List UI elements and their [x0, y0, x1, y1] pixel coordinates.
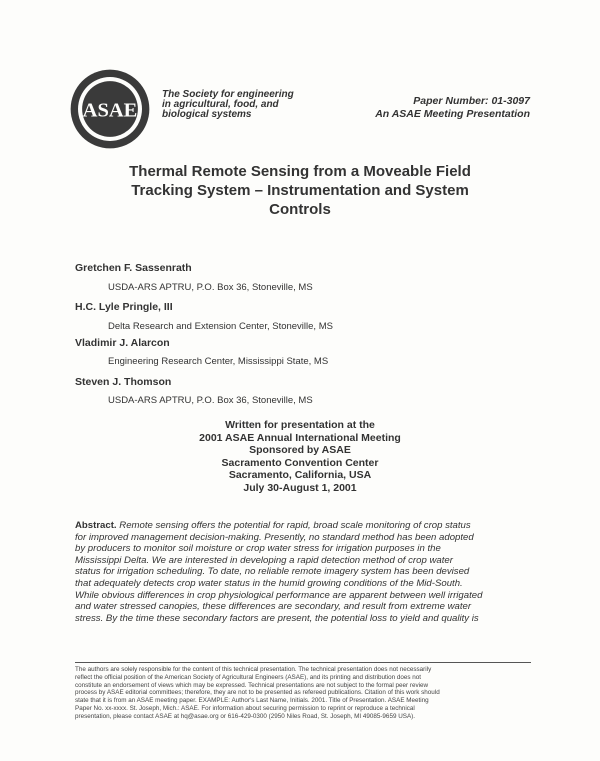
logo-text: ASAE [82, 99, 138, 122]
author-name: H.C. Lyle Pringle, III [75, 301, 173, 313]
abstract-line: and water stressed canopies, these differences are secondary, and result from extreme water [75, 601, 472, 613]
footer-line: process by ASAE editorial committees; therefore, they are not to be presented as refereed publications. Citation of this work should [75, 689, 440, 697]
footer-disclaimer [75, 666, 531, 721]
author-affiliation: Engineering Research Center, Mississippi State, MS [108, 356, 329, 367]
footer-line: reflect the official position of the American Society of Agricultural Engineers (ASAE), and its printing and distribution does not [75, 673, 422, 681]
author-name: Steven J. Thomson [75, 376, 172, 388]
footer-line: Paper No. xx-xxxx. St. Joseph, Mich.: ASAE. For information about securing permission to reprint or reproduce a technical [75, 704, 415, 712]
abstract-line: for improved management decision-making. Presently, no standard method has been adopted [75, 531, 474, 543]
meeting-line: Sponsored by ASAE [249, 444, 351, 456]
author-name: Gretchen F. Sassenrath [75, 262, 192, 274]
meeting-line: July 30-August 1, 2001 [243, 481, 357, 494]
paper-info [375, 95, 530, 121]
footer-line: The authors are solely responsible for the content of this technical presentation. The technical presentation does not necessarily [75, 666, 432, 673]
paper-title [90, 162, 510, 219]
author-name: Vladimir J. Alarcon [75, 337, 170, 349]
footer-divider [75, 662, 531, 663]
abstract-line: Mississippi Delta. We are interested in developing a rapid detection method of crop water [75, 554, 453, 566]
title-line: Thermal Remote Sensing from a Moveable Field [129, 163, 471, 180]
title-line: Controls [269, 201, 331, 218]
abstract-line: that adequately detects crop water status in the humid growing conditions of the Mid-South. [75, 577, 463, 589]
society-line: biological systems [162, 109, 252, 120]
society-line: The Society for engineering [162, 89, 294, 100]
abstract-line: status for irrigation scheduling. To date, no reliable remote imagery system has been devised [75, 566, 470, 578]
meeting-line: Sacramento, California, USA [228, 469, 372, 481]
meeting-line: 2001 ASAE Annual International Meeting [199, 431, 401, 444]
presentation-type: An ASAE Meeting Presentation [375, 108, 530, 120]
author-affiliation: USDA-ARS APTRU, P.O. Box 36, Stoneville, MS [108, 395, 313, 406]
abstract-line: stress. By the time these secondary factors are present, the potential loss to yield and quality is [75, 612, 479, 624]
abstract-line: by producers to monitor soil moisture or crop water stress for irrigation purposes in the [75, 543, 441, 555]
abstract-first-line [75, 520, 531, 532]
title-line: Tracking System – Instrumentation and System [131, 182, 469, 199]
abstract-line: While obvious differences in crop physiological performance are apparent between well irrigated [75, 589, 483, 601]
footer-line: constitute an endorsement of views which may be expressed. Technical presentations are not subject to the formal peer review [75, 681, 429, 689]
asae-logo [69, 68, 151, 150]
paper-number: Paper Number: 01-3097 [413, 95, 530, 107]
meeting-line: Written for presentation at the [225, 419, 375, 431]
meeting-line: Sacramento Convention Center [221, 456, 379, 469]
author-affiliation: Delta Research and Extension Center, Stoneville, MS [108, 321, 333, 332]
abstract-text: Remote sensing offers the potential for rapid, broad scale monitoring of crop status [119, 520, 471, 531]
author-affiliation: USDA-ARS APTRU, P.O. Box 36, Stoneville, MS [108, 282, 313, 293]
footer-line: state that it is from an ASAE meeting paper. EXAMPLE: Author's Last Name, Initials. 2001. Title of Presentation. ASAE Meeting [75, 697, 429, 705]
abstract-label: Abstract. [75, 520, 117, 531]
footer-line: presentation, please contact ASAE at hq@asae.org or 616-429-0300 (2950 Niles Road, St. Joseph, MI 49085-9659 USA). [75, 712, 415, 720]
meeting-info [150, 419, 450, 494]
society-tagline [162, 90, 302, 120]
society-line: in agricultural, food, and [162, 99, 279, 110]
abstract [75, 520, 531, 624]
